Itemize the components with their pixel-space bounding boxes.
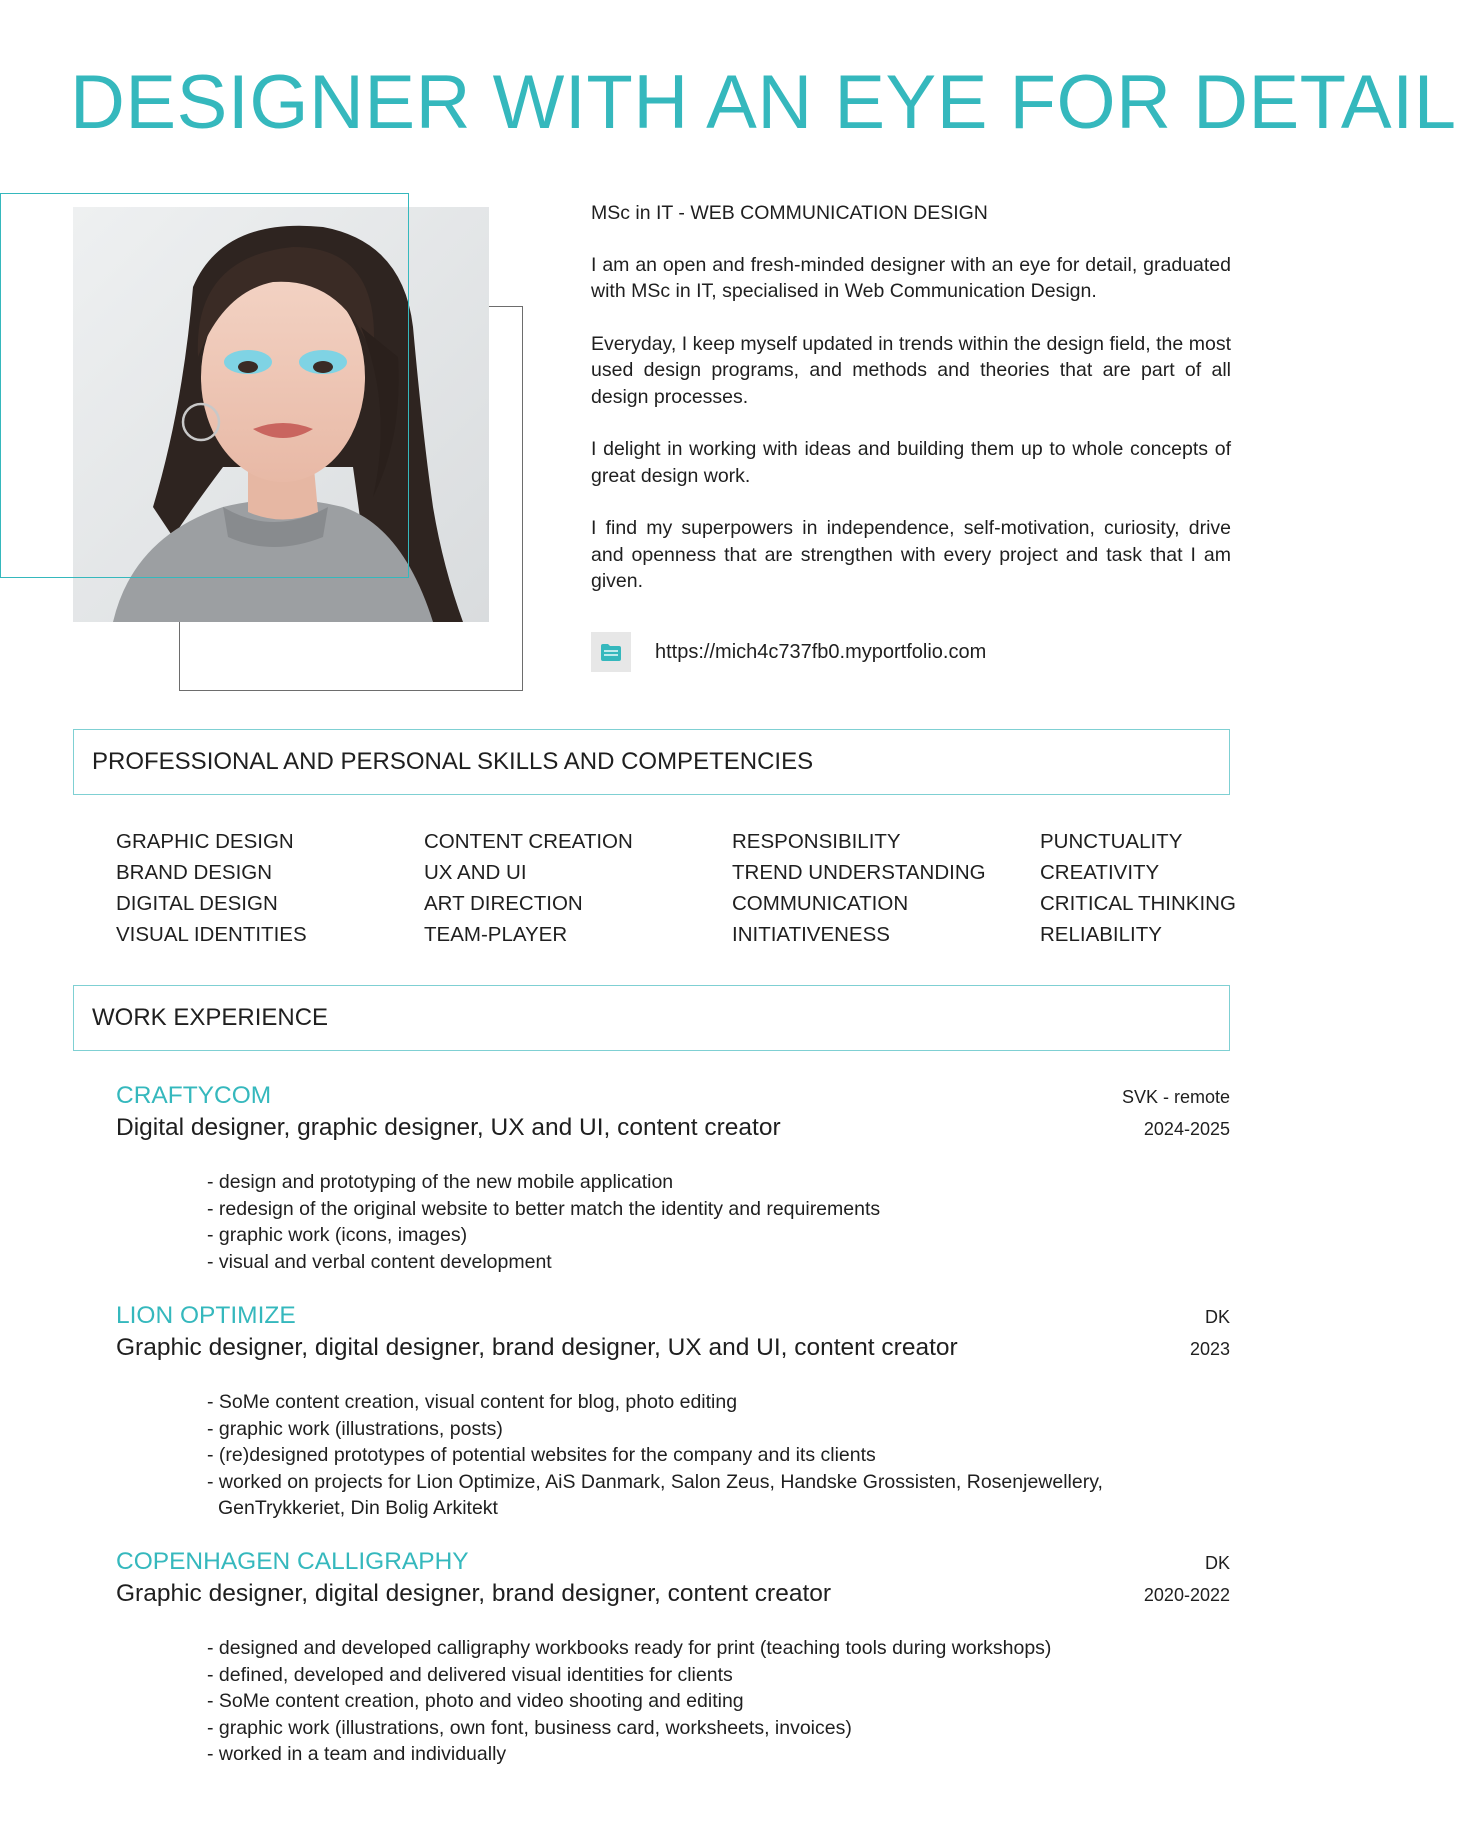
job-location: DK (1204, 1553, 1230, 1573)
skill-item: CONTENT CREATION (424, 830, 633, 853)
duty-item: - SoMe content creation, photo and video shooting and editing (207, 1688, 1230, 1715)
skill-item: INITIATIVENESS (732, 923, 890, 946)
duty-item: - (re)designed prototypes of potential websites for the company and its clients (207, 1442, 1230, 1469)
duty-list (116, 1635, 1230, 1768)
duty-item: - design and prototyping of the new mobile application (207, 1169, 1230, 1196)
intro-paragraph: Everyday, I keep myself updated in trends within the design field, the most used design programs, and methods and theories that are part of all design processes. (591, 332, 1231, 408)
skill-item: ART DIRECTION (424, 892, 583, 915)
skill-item: DIGITAL DESIGN (116, 892, 278, 915)
skill-item: RELIABILITY (1040, 923, 1162, 946)
skill-item: CREATIVITY (1040, 861, 1160, 884)
skills-column (424, 826, 732, 950)
skill-item: CRITICAL THINKING (1040, 892, 1236, 915)
skills-grid (116, 826, 1256, 950)
portfolio-link[interactable]: https://mich4c737fb0.myportfolio.com (655, 640, 987, 663)
job-years: 2023 (1189, 1339, 1230, 1359)
job-role: Digital designer, graphic designer, UX and UI, content creator (116, 1114, 781, 1141)
page-title: DESIGNER WITH AN EYE FOR DETAIL (70, 60, 1457, 145)
portfolio-icon (591, 632, 631, 672)
job-years: 2020-2022 (1143, 1585, 1230, 1605)
intro-paragraph: I find my superpowers in independence, self-motivation, curiosity, drive and openness that are strengthen with every project and task that I am given. (591, 517, 1231, 592)
duty-item: - defined, developed and delivered visual identities for clients (207, 1662, 1230, 1689)
job-location: DK (1204, 1307, 1230, 1327)
skill-item: VISUAL IDENTITIES (116, 923, 307, 946)
skill-item: COMMUNICATION (732, 892, 909, 915)
duty-item: - worked on projects for Lion Optimize, AiS Danmark, Salon Zeus, Handske Grossisten, Rosenjewellery, GenTrykkeriet, Din Bolig Arkitekt (207, 1469, 1230, 1522)
skills-column (732, 826, 1040, 950)
degree-title: MSc in IT - WEB COMMUNICATION DESIGN (591, 202, 988, 224)
duty-list (116, 1169, 1230, 1275)
work-section-header (73, 985, 1230, 1051)
job-entry (116, 1301, 1230, 1522)
intro-paragraph: I delight in working with ideas and building them up to whole concepts of great design work. (591, 438, 1231, 487)
duty-item: - worked in a team and individually (207, 1741, 1230, 1768)
job-entry (116, 1547, 1230, 1768)
job-years: 2024-2025 (1143, 1119, 1230, 1139)
duty-item: - graphic work (icons, images) (207, 1222, 1230, 1249)
company-name: LION OPTIMIZE (116, 1302, 296, 1329)
skill-item: PUNCTUALITY (1040, 830, 1183, 853)
skills-column (116, 826, 424, 950)
skills-column (1040, 826, 1256, 950)
intro-paragraph: I am an open and fresh-minded designer with an eye for detail, graduated with MSc in IT, specialised in Web Communication Design. (591, 253, 1231, 302)
duty-item: - designed and developed calligraphy workbooks ready for print (teaching tools during workshops) (207, 1635, 1230, 1662)
skill-item: UX AND UI (424, 861, 527, 884)
skill-item: BRAND DESIGN (116, 861, 273, 884)
duty-item: - redesign of the original website to better match the identity and requirements (207, 1196, 1230, 1223)
portfolio-link-row[interactable] (591, 632, 986, 672)
company-name: CRAFTYCOM (116, 1082, 272, 1109)
skill-item: TEAM-PLAYER (424, 923, 568, 946)
section-title: PROFESSIONAL AND PERSONAL SKILLS AND COMPETENCIES (92, 748, 814, 775)
job-entry (116, 1081, 1230, 1275)
duty-item: - SoMe content creation, visual content for blog, photo editing (207, 1389, 1230, 1416)
skill-item: RESPONSIBILITY (732, 830, 901, 853)
job-role: Graphic designer, digital designer, brand designer, UX and UI, content creator (116, 1334, 958, 1361)
duty-item: - visual and verbal content development (207, 1249, 1230, 1276)
job-role: Graphic designer, digital designer, brand designer, content creator (116, 1580, 832, 1607)
intro-section (591, 200, 1231, 621)
skill-item: GRAPHIC DESIGN (116, 830, 294, 853)
skill-item: TREND UNDERSTANDING (732, 861, 986, 884)
skills-section-header (73, 729, 1230, 795)
duty-item: - graphic work (illustrations, own font, business card, worksheets, invoices) (207, 1715, 1230, 1742)
duty-list (116, 1389, 1230, 1522)
duty-item: - graphic work (illustrations, posts) (207, 1416, 1230, 1443)
company-name: COPENHAGEN CALLIGRAPHY (116, 1548, 469, 1575)
decorative-frame-teal (0, 193, 409, 578)
section-title: WORK EXPERIENCE (92, 1004, 329, 1031)
job-location: SVK - remote (1121, 1087, 1230, 1107)
